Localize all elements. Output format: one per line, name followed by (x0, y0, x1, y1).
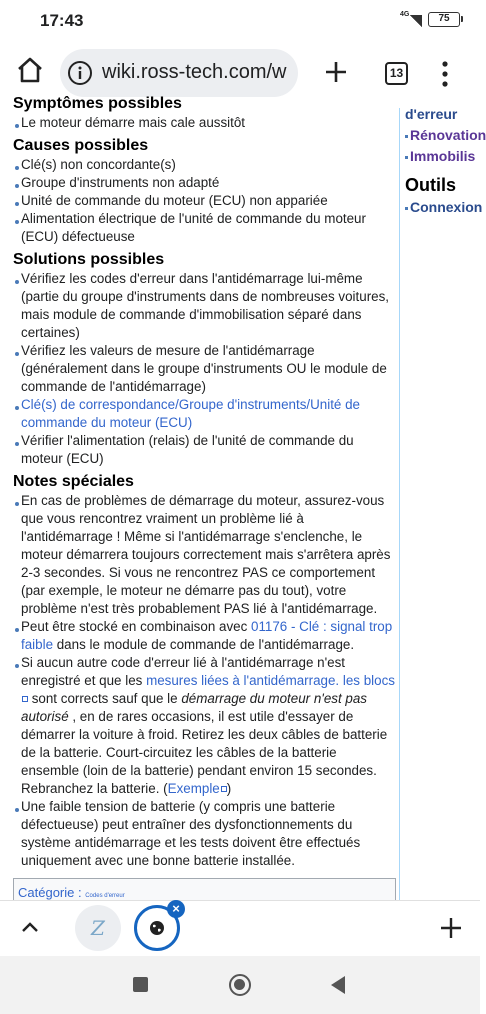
status-bar (0, 0, 480, 40)
active-tab[interactable] (134, 901, 180, 951)
symptoms-heading: Symptômes possibles (13, 95, 182, 112)
sidebar-link-label: Immobilis (410, 148, 476, 164)
list-item: Clé(s) non concordante(s) (13, 156, 397, 174)
list-item: Vérifiez les codes d'erreur dans l'antidémarrage lui-même (partie du groupe d'instruments dans de nombreuses voitures, mais module de commande d'immobilisation séparé dans certaines) (13, 270, 397, 342)
causes-heading: Causes possibles (13, 137, 149, 154)
list-item (13, 618, 397, 654)
sidebar-link-renovation[interactable] (405, 125, 485, 146)
clock: 17:43 (40, 11, 84, 30)
note-text: Peut être stocké en combinaison avec (21, 619, 252, 634)
tab-count: 13 (389, 66, 404, 80)
list-item: Unité de commande du moteur (ECU) non appariée (13, 192, 397, 210)
battery-icon (428, 12, 460, 27)
matching-keys-link[interactable]: Clé(s) de correspondance/Groupe d'instruments/Unité de commande du moteur (ECU) (21, 397, 360, 430)
note-text: , en de rares occasions, il est utile d'essayer de démarrer la voiture à froid. Retirez les deux câbles de batterie de la batterie. Court-circuitez les câbles de la batterie ensemble (loin de la batterie) pendant environ 15 secondes. Rebranchez la batterie. ( (21, 709, 388, 796)
example-link[interactable] (168, 781, 227, 796)
new-tab-plus-icon[interactable] (324, 60, 348, 84)
globe-icon (149, 920, 165, 936)
notes-heading: Notes spéciales (13, 473, 134, 490)
more-menu-icon[interactable] (440, 60, 450, 88)
category-link[interactable]: Codes d'erreur (85, 893, 125, 899)
note-text: sont corrects sauf que le (28, 691, 182, 706)
note-text: ) (226, 781, 232, 796)
url-text: wiki.ross-tech.com/w (102, 61, 287, 83)
sidebar-link-label: Rénovation (410, 127, 486, 143)
address-bar[interactable] (60, 49, 298, 97)
chevron-up-icon[interactable] (20, 917, 40, 937)
tab-favicon-z[interactable]: Z (75, 905, 121, 951)
sidebar-link-label: Connexion (410, 199, 483, 215)
list-item: Le moteur démarre mais cale aussitôt (13, 114, 397, 132)
close-tab-icon[interactable]: × (167, 900, 185, 918)
network-type: 4G (400, 10, 410, 18)
battery-level: 75 (438, 13, 450, 24)
sidebar-link-error-codes[interactable]: d'erreur (405, 106, 458, 122)
signal-icon (400, 10, 422, 27)
note-text: Si aucun autre code d'erreur lié à l'antidémarrage n'est enregistré et que les (21, 655, 346, 688)
list-item: Vérifiez les valeurs de mesure de l'antidémarrage (généralement dans le groupe d'instruments OU le module de commande de l'antidémarrage) (13, 342, 397, 396)
list-item: En cas de problèmes de démarrage du moteur, assurez-vous que vous rencontrez vraiment un problème lié à l'antidémarrage ! Même si l'antidémarrage s'enclenche, le moteur démarrera toujours correctement mais s'arrêtera après 2-3 secondes. Si vous ne rencontrez PAS ce comportement (par exemple, le moteur ne démarre pas du tout), votre problème n'est très probablement PAS lié à l'antidémarrage. (13, 492, 397, 618)
home-circle-icon[interactable] (229, 974, 251, 996)
sidebar-link-immobilizer[interactable] (405, 146, 485, 167)
link-text: mesures liées à l'antidémarrage. les blocs (146, 673, 395, 688)
system-nav-bar (0, 956, 480, 1014)
sidebar-link-login[interactable] (405, 197, 485, 218)
recent-apps-icon[interactable] (133, 977, 148, 992)
category-label[interactable]: Catégorie : (18, 885, 82, 900)
solutions-heading: Solutions possibles (13, 251, 165, 268)
add-tab-icon[interactable] (440, 917, 462, 939)
home-button[interactable] (12, 52, 48, 88)
list-item: Vérifier l'alimentation (relais) de l'unité de commande du moteur (ECU) (13, 432, 397, 468)
note-text: dans le module de commande de l'antidémarrage. (53, 637, 355, 652)
list-item: Une faible tension de batterie (y compris une batterie défectueuse) peut entraîner des dysfonctionnements du système antidémarrage et les tests doivent être effectués uniquement avec une bonne batterie installée. (13, 798, 397, 870)
back-triangle-icon[interactable] (331, 976, 345, 994)
sidebar (405, 104, 485, 218)
tab-strip (0, 900, 480, 956)
tab-switcher-button[interactable] (385, 62, 408, 85)
list-item: Alimentation électrique de l'unité de commande du moteur (ECU) défectueuse (13, 210, 397, 246)
tools-heading: Outils (405, 175, 457, 195)
link-text: Exemple (167, 781, 220, 796)
list-item (13, 396, 397, 432)
article-content (0, 95, 400, 900)
home-icon (12, 52, 48, 88)
web-page (0, 95, 486, 900)
error-code-link[interactable]: 01176 - Clé : signal trop faible (21, 619, 393, 652)
list-item: Groupe d'instruments non adapté (13, 174, 397, 192)
list-item (13, 654, 397, 798)
site-info-icon[interactable] (68, 61, 92, 85)
note-italic-text: démarrage du moteur n'est pas autorisé (21, 691, 367, 724)
